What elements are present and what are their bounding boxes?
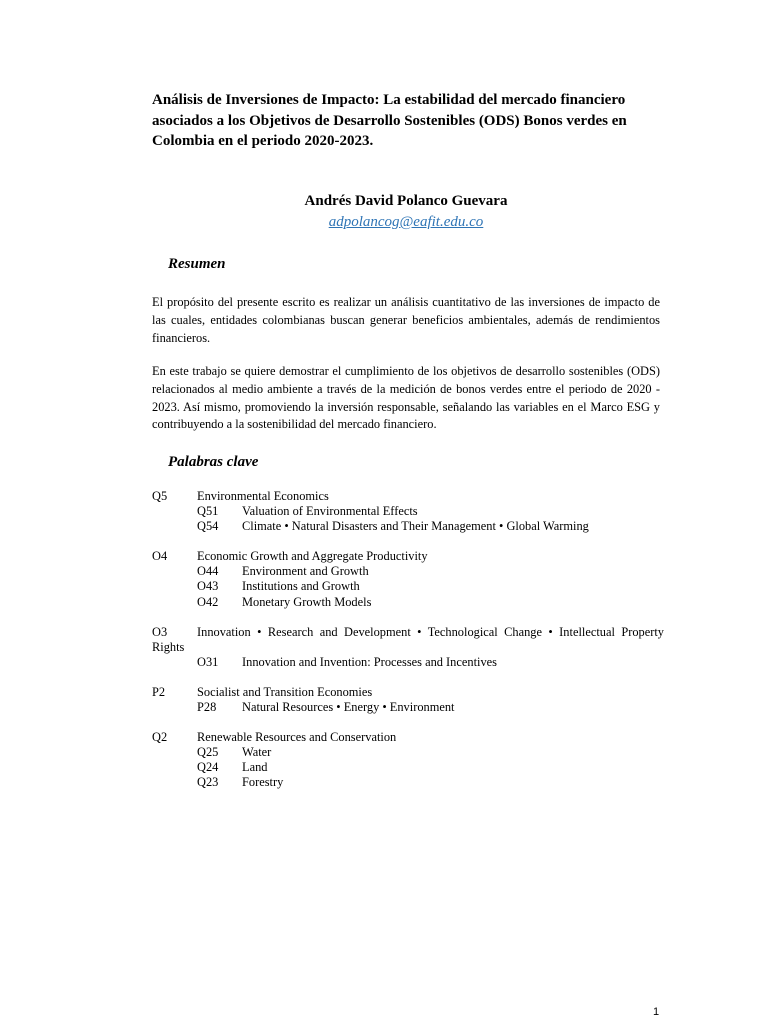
document-title: Análisis de Inversiones de Impacto: La estabilidad del mercado financiero asociados a los Objetivos de Desarrollo Sostenibles (ODS) Bonos verdes en Colombia en el periodo 2020-2023.: [152, 92, 627, 149]
keyword-group: [152, 685, 664, 715]
author-name: Andrés David Polanco Guevara: [304, 193, 508, 209]
keyword-code: Q5: [152, 489, 168, 503]
keyword-sub-row: [152, 579, 664, 594]
keyword-label: Climate • Natural Disasters and Their Management • Global Warming: [242, 519, 589, 534]
keyword-code: P28: [197, 700, 217, 715]
keyword-code: Q25: [197, 745, 219, 760]
keyword-sub-row: [152, 655, 664, 670]
keyword-code: O43: [197, 579, 219, 594]
keyword-label: Valuation of Environmental Effects: [242, 504, 418, 519]
keyword-sub-row: [152, 760, 664, 775]
keyword-code: P2: [152, 684, 166, 699]
keyword-group: [152, 730, 664, 790]
keyword-code: O44: [197, 564, 219, 579]
keyword-code: O31: [197, 654, 219, 669]
keyword-code: Q54: [197, 519, 219, 534]
abstract-paragraph-2: En este trabajo se quiere demostrar el cumplimiento de los objetivos de desarrollo sostenibles (ODS) relacionados al medio ambiente a través de la medición de bonos verdes entre el periodo de 2020 - 2023. Así mismo, promoviendo la inversión responsable, señalando las variables en el Marco ESG y contribuyendo a la sostenibilidad del mercado financiero.: [152, 364, 660, 432]
keyword-sub-row: [152, 564, 664, 579]
keyword-label: Natural Resources • Energy • Environment: [242, 700, 455, 715]
keyword-sub-row: [152, 700, 664, 715]
keyword-code: O42: [197, 594, 219, 609]
keyword-label: Renewable Resources and Conservation: [197, 730, 397, 745]
keyword-label: Environmental Economics: [197, 489, 329, 503]
keyword-label: Environment and Growth: [242, 564, 369, 579]
keyword-row: [152, 489, 664, 504]
keyword-group: [152, 489, 664, 534]
keyword-label: Institutions and Growth: [242, 579, 360, 594]
keyword-code: O3: [152, 624, 168, 639]
keyword-label: Socialist and Transition Economies: [197, 684, 373, 699]
keyword-label: Innovation • Research and Development • Technological Change • Intellectual Property Rights: [152, 624, 664, 654]
keyword-sub-row: [152, 519, 664, 534]
page-number: 1: [653, 1006, 660, 1018]
keywords-heading: Palabras clave: [168, 454, 259, 470]
keyword-label: Economic Growth and Aggregate Productivity: [197, 549, 428, 564]
keyword-row: [152, 549, 664, 564]
keyword-sub-row: [152, 745, 664, 760]
keyword-code: O4: [152, 549, 168, 564]
keyword-code: Q23: [197, 775, 219, 790]
keyword-sub-row: [152, 504, 664, 519]
keyword-group: [152, 625, 664, 670]
keyword-group: [152, 549, 664, 609]
abstract-paragraph-1: El propósito del presente escrito es realizar un análisis cuantitativo de las inversiones de impacto de las cuales, entidades colombianas buscan generar beneficios ambientales, además de rendimientos financieros.: [152, 295, 660, 345]
keyword-row: [152, 685, 664, 700]
keyword-label: Monetary Growth Models: [242, 594, 372, 609]
keyword-sub-row: [152, 595, 664, 610]
keyword-label: Innovation and Invention: Processes and Incentives: [242, 654, 497, 669]
keyword-label: Forestry: [242, 775, 284, 790]
keyword-label: Land: [242, 760, 268, 775]
keyword-code: Q24: [197, 760, 219, 775]
abstract-heading: Resumen: [168, 256, 226, 272]
author-email-link[interactable]: adpolancog@eafit.edu.co: [328, 214, 484, 230]
keyword-row: [152, 730, 664, 745]
keyword-code: Q2: [152, 730, 168, 745]
keyword-label: Water: [242, 745, 272, 760]
keywords-list: [152, 489, 664, 806]
keyword-row: [152, 625, 664, 655]
keyword-code: Q51: [197, 504, 219, 519]
keyword-sub-row: [152, 775, 664, 790]
